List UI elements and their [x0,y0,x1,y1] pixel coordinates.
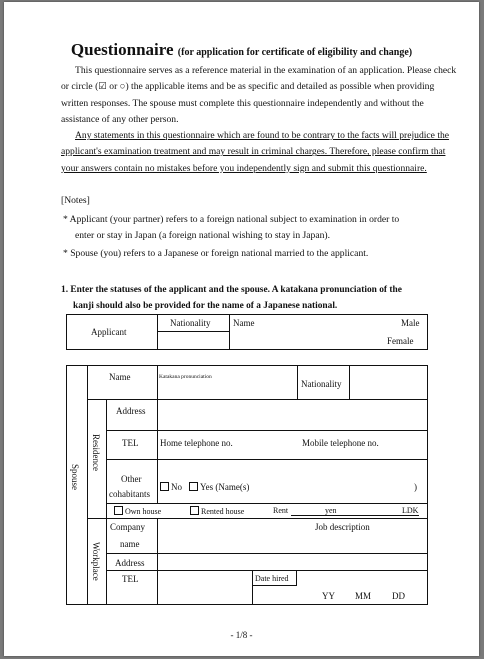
tel-label: TEL [122,438,139,448]
rented-house-checkbox[interactable] [190,506,244,516]
company-name-label-2: name [120,539,140,549]
ldk-label: LDK [402,506,419,515]
residence-side-label: Residence [91,434,101,471]
applicant-name-label: Name [233,318,255,328]
own-house-label: Own house [125,507,162,516]
date-hired-label: Date hired [255,574,289,583]
yen-label: yen [325,506,337,515]
close-paren: ) [414,482,417,492]
note-applicant: * Applicant (your partner) refers to a foreign national subject to examination in order to enter or stay in Japan (a foreign national wishing to stay in Japan). [63,214,400,242]
cohabitants-yes-label: Yes (Name(s) [200,482,250,492]
home-telephone-label: Home telephone no. [160,438,233,448]
title-main: Questionnaire [70,40,174,59]
katakana-label: Katakana pronunciation [159,374,212,380]
note-spouse-line1: Spouse (you) refers to a Japanese or foreign national married to the applicant. [70,248,369,259]
section-1-line2: kanji should also be provided for the name of a Japanese national. [73,301,338,311]
applicant-label: Applicant [91,327,127,337]
other-cohabitants-label-2: cohabitants [109,489,150,499]
work-tel-label: TEL [122,574,139,584]
cohabitants-no-checkbox[interactable] [160,482,182,492]
section-1-line1: 1. Enter the statuses of the applicant and the spouse. A katakana pronunciation of the [61,285,402,295]
note-applicant-line2: enter or stay in Japan (a foreign national wishing to stay in Japan). [75,230,330,242]
company-name-label-1: Company [110,522,145,532]
mobile-telephone-label: Mobile telephone no. [302,438,379,448]
page-title [4,40,479,60]
cohabitants-no-label: No [171,482,182,492]
applicant-female-option[interactable]: Female [387,336,414,346]
date-yy-label: YY [322,591,335,601]
intro-paragraph: This questionnaire serves as a reference material in the examination of an application. Please check or circle (☑ or ○) the applicable items and be as specific and detailed as possible when providing written responses. The spouse must complete this questionnaire independently and without the assistance of any other person. [61,65,457,125]
applicant-nationality-label: Nationality [170,318,211,328]
section-1-heading [61,282,465,314]
own-house-checkbox[interactable] [114,506,161,516]
workplace-side-label: Workplace [91,542,101,581]
address-label: Address [116,406,146,416]
rent-label: Rent [273,506,289,515]
note-spouse: * Spouse (you) refers to a Japanese or foreign national married to the applicant. [63,248,369,259]
title-subtitle: (for application for certificate of eligibility and change) [177,47,413,58]
other-cohabitants-label-1: Other [121,474,142,484]
note-applicant-line1: Applicant (your partner) refers to a foreign national subject to examination in order to [69,214,400,225]
date-dd-label: DD [392,591,405,601]
spouse-nationality-label: Nationality [301,379,342,389]
warning-paragraph: Any statements in this questionnaire which are found to be contrary to the facts will prejudice the applicant's examination treatment and may result in criminal charges. Therefore, please confirm that your answers contain no mistakes before you independently sign and submit this questionnaire. [61,130,450,174]
page-number: - 1/8 - [230,630,253,640]
work-address-label: Address [115,558,145,568]
rented-house-label: Rented house [201,507,245,516]
notes-heading: [Notes] [61,195,90,206]
spouse-side-label: Spouse [70,464,80,491]
cohabitants-yes-checkbox[interactable] [189,482,249,492]
date-mm-label: MM [355,591,372,601]
job-description-label: Job description [315,522,370,532]
spouse-name-label: Name [109,372,131,382]
applicant-male-option[interactable]: Male [401,318,420,328]
document-page [4,2,479,656]
